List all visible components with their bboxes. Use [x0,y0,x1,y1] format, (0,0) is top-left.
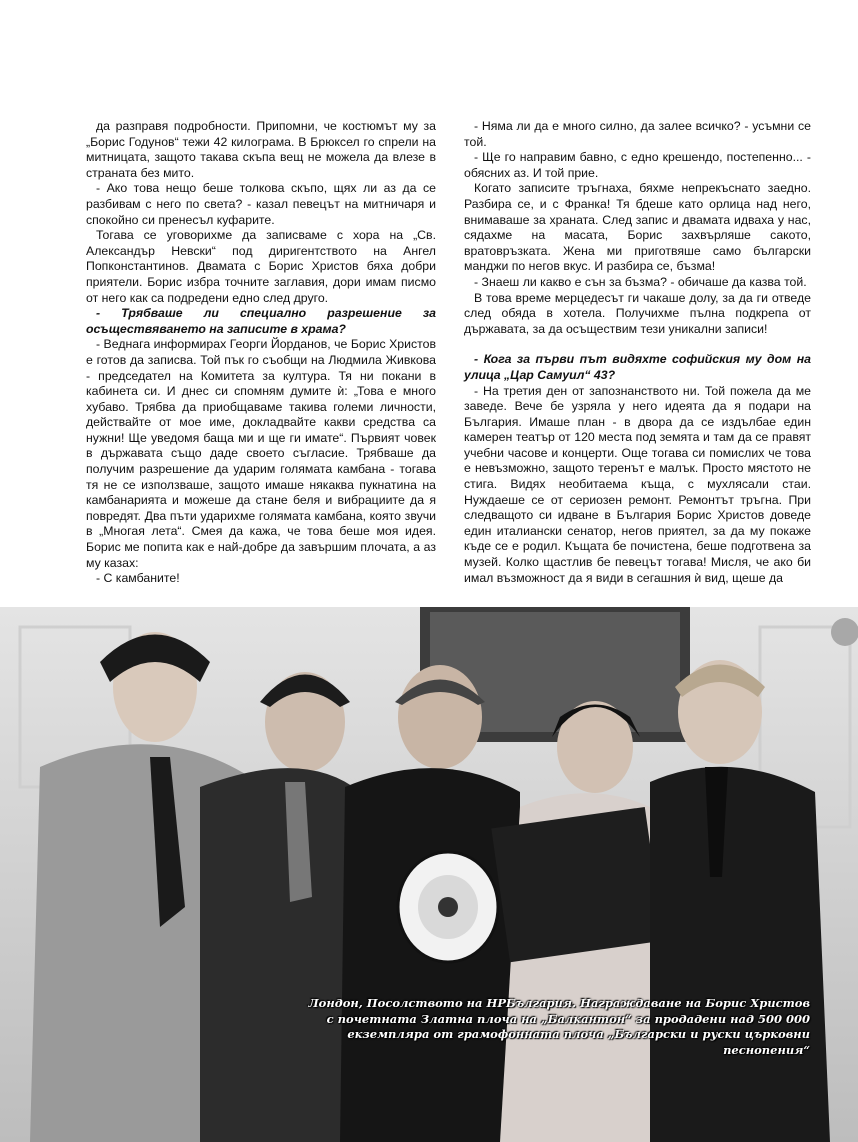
paragraph: - Веднага информирах Георги Йорданов, че Борис Христов е готов да записва. Той пък го съобщи на Людмила Живкова - председател на Комитета за култура. Тя ни покани в кабинета си. И днес си спомням думите ѝ: „Това е много хубаво. Трябва да приобщаваме такива големи личности, действайте от мое име, докладвайте какви средства са нужни! Ще уведомя баща ми и ще ги имате“. Първият човек в държавата също даде своето съгласие. Трябваше да получим разрешение да ударим голямата камбана - тогава тя не се използваше, защото имаше някаква пукнатина на камбанарията и можеше да стане беля и вибрациите да я повредят. Два пъти ударихме голямата камбана, която звучи в „Многая лета“. Смея да кажа, че това беше моя идея. Борис ме попита как е най-добре да завършим плочата, а аз му казах: [86,337,436,570]
interview-question: - Кога за първи път видяхте софийския му дом на улица „Цар Самуил“ 43? [464,352,811,382]
caption-line: екземпляра от грамофонната плоча „Български и руски църковни песнопения“ [347,1027,810,1057]
caption-line: Лондон, Посолството на НРБългария. Награждаване на Борис Христов [308,996,810,1010]
paragraph: В това време мерцедесът ги чакаше долу, за да ги отведе след обяда в хотела. Получихме пълна подкрепа от държавата, за да осъществим тези уникални записи! [464,290,811,336]
paragraph: - Няма ли да е много силно, да залее всичко? - усъмни се той. [464,119,811,149]
paragraph: - Ще го направим бавно, с едно крешендо, постепенно... - обясних аз. И той прие. [464,150,811,180]
paragraph: Тогава се уговорихме да записваме с хора на „Св. Александър Невски“ под диригентството на Ангел Попконстантинов. Двамата с Борис Христов бяха добри приятели. Борис избра точните заглавия, дори имам писмо от него как са подредени едно след друго. [86,228,436,305]
group-photo [0,607,858,1142]
caption-line: с почетната Златна плоча на „Балкантон“ за продадени над 500 000 [326,1011,810,1026]
paragraph: да разправя подробности. Припомни, че костюмът му за „Борис Годунов“ тежи 42 килограма. В Брюксел го спрели на митницата, защото такава скъпа вещ не можела да влезе в страната без мито. [86,119,436,180]
photo-illustration [0,607,858,1142]
paragraph: - Ако това нещо беше толкова скъпо, щях ли аз да се разбивам с него по света? - казал певецът на митничаря и спокойно си пренесъл куфарите. [86,181,436,227]
paragraph: Когато записите тръгнаха, бяхме непрекъснато заедно. Разбира се, и с Франка! Тя бдеше като орлица над него, внимаваше за храната. След запис и двамата идваха у нас, сядахме на масата, Борис захвърляше сакото, вратовръзката. Жена ми приготвяше само български манджи по негов вкус. И разбира се, бъзма! [464,181,811,274]
paragraph: - Знаеш ли какво е сън за бъзма? - обичаше да казва той. [474,274,807,289]
interview-question: - Трябваше ли специално разрешение за осъществяването на записите в храма? [86,306,436,336]
award-album-box [491,807,663,962]
paragraph: - С камбаните! [96,571,180,586]
photo-caption [290,996,810,1058]
paragraph: - На третия ден от запознанството ни. Той пожела да ме заведе. Вече бе узряла у него идеята да я подари на България. Имаше план - в двора да се издълбае един камерен театър от 120 места под земята и там да се правят учебни часове и концерти. Още тогава си помислих че това е невъзможно, защото теренът е малък. Просто мястото не стига. Видях необитаема къща, с мухлясали стаи. Нуждаеше се от сериозен ремонт. Ремонтът тръгна. При следващото си идване в България Борис Христов доведе един италиански сенатор, негов приятел, за да му покаже къде се е родил. Къщата бе почистена, беше подготвена за музей. Колко щастлив бе певецът тогава! Мисля, че ако би имал възможност да я види в сегашния ѝ вид, щеше да [464,383,811,585]
article-left-column [86,119,436,587]
article-right-column [464,119,811,586]
